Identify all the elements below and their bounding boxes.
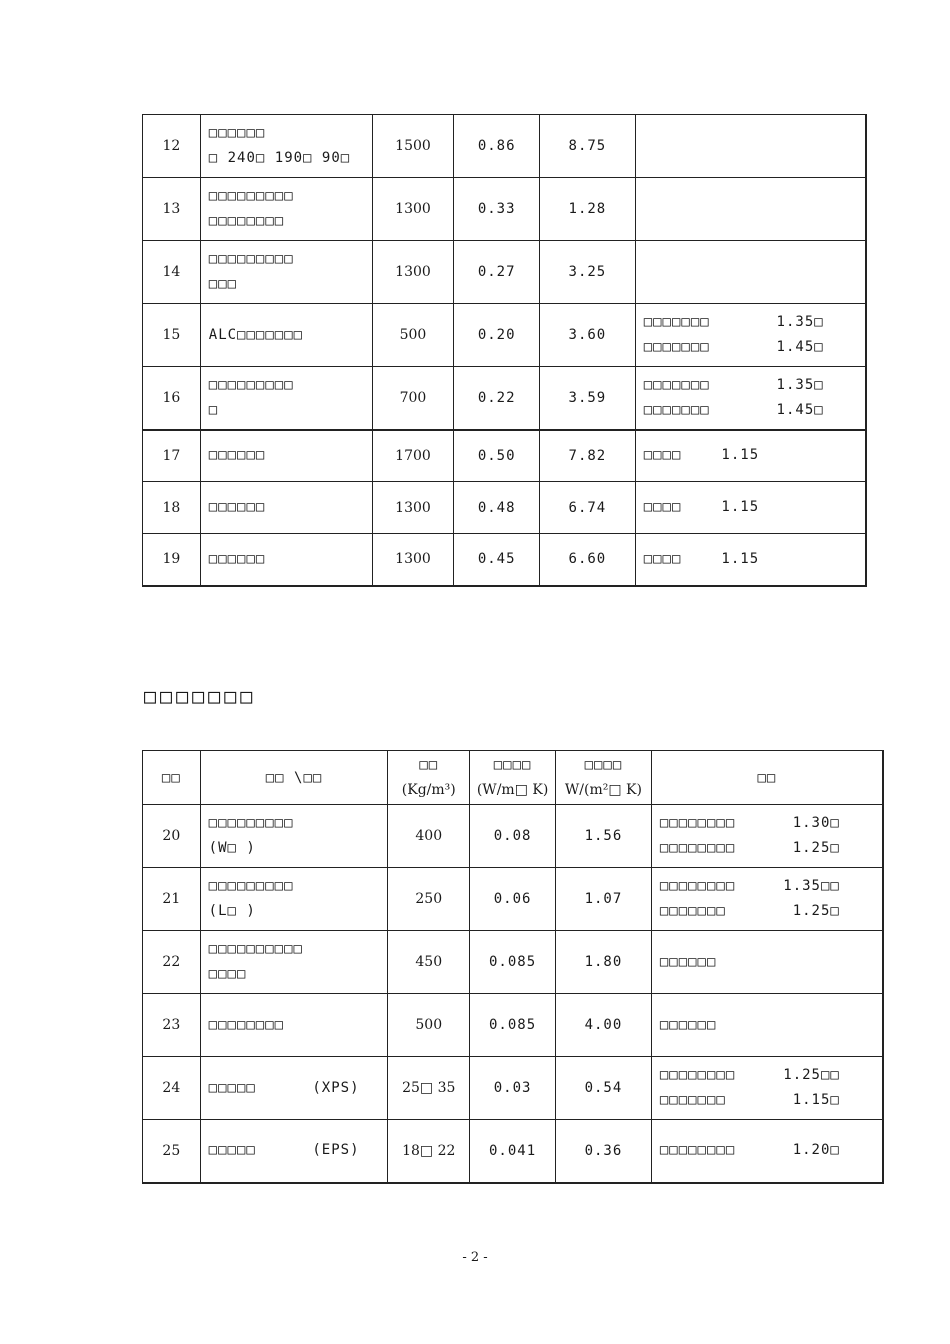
material-name-cell (200, 534, 372, 586)
note-value-1: 1.15 (721, 447, 760, 464)
row-number: 12 (143, 115, 201, 178)
material-name-line-2: (L□ ) (208, 903, 256, 919)
note-label-1: □□□□□□□□ (659, 1067, 736, 1083)
table-header-row (143, 751, 884, 805)
row-number: 24 (143, 1057, 201, 1120)
note-cell (635, 482, 866, 534)
heat-storage-value: 4.00 (556, 994, 652, 1057)
row-number: 15 (143, 304, 201, 367)
table-row (143, 115, 867, 178)
note-value-2: 1.45□ (776, 401, 824, 418)
material-name-line-1: □□□□□□ (208, 447, 266, 464)
header-density (388, 751, 470, 805)
note-line-2 (660, 1088, 840, 1113)
table-row (143, 1120, 884, 1183)
material-name-line-2: □ (208, 401, 219, 418)
material-name-cell (200, 1120, 388, 1183)
note-value-1: 1.35□□ (783, 878, 840, 894)
density-value: 25□ 35 (388, 1057, 470, 1120)
note-line-2 (660, 836, 840, 861)
page-number: - 2 - (462, 1250, 488, 1265)
material-name-line-1: □□□□□□□□□ (208, 251, 294, 267)
heat-storage-value: 7.82 (540, 430, 636, 482)
note-label-1: □□□□□□□□ (659, 815, 736, 831)
row-number: 20 (143, 805, 201, 868)
note-cell (635, 534, 866, 586)
row-number: 14 (143, 241, 201, 304)
note-value-1: 1.30□ (792, 815, 840, 831)
note-cell (635, 430, 866, 482)
material-name-line-2: □ 240□ 190□ 90□ (208, 150, 351, 166)
row-number: 18 (143, 482, 201, 534)
note-value-2: 1.25□ (792, 903, 840, 919)
note-line-1 (644, 373, 824, 398)
material-name-cell (200, 994, 388, 1057)
header-no: □□ (143, 751, 201, 805)
material-name-line-2: □□□□ (208, 966, 247, 982)
header-name: □□ \□□ (200, 751, 388, 805)
table-row (143, 805, 884, 868)
note-label-1: □□□□□□ (659, 1016, 717, 1033)
header-note: □□ (651, 751, 883, 805)
row-number: 21 (143, 868, 201, 931)
material-name-cell (200, 868, 388, 931)
note-cell (651, 868, 883, 931)
material-name-line-1: □□□□□□ (208, 125, 266, 141)
note-value-1: 1.25□□ (783, 1067, 840, 1083)
density-value: 700 (372, 367, 454, 430)
conductivity-value: 0.03 (470, 1057, 556, 1120)
material-name-line-1: □□□□□□□□ (208, 1016, 285, 1033)
header-conductivity-label: □□□□ (493, 756, 532, 773)
note-label-1: □□□□□□□ (643, 314, 710, 330)
note-line-1 (644, 443, 774, 468)
conductivity-value: 0.20 (454, 304, 540, 367)
density-value: 450 (388, 931, 470, 994)
material-name-cell (200, 805, 388, 868)
material-name-cell (200, 367, 372, 430)
note-line-2 (644, 335, 824, 360)
note-value-1: 1.35□ (776, 314, 824, 330)
material-name-line-1: □□□□□ (EPS) (208, 1142, 360, 1159)
heat-storage-value: 0.54 (556, 1057, 652, 1120)
heat-storage-value: 6.60 (540, 534, 636, 586)
note-line-1 (660, 950, 840, 975)
material-name-line-1: □□□□□ (XPS) (208, 1079, 360, 1096)
note-cell (635, 241, 866, 304)
conductivity-value: 0.48 (454, 482, 540, 534)
row-number: 13 (143, 178, 201, 241)
table-row (143, 304, 867, 367)
density-value: 1300 (372, 241, 454, 304)
row-number: 17 (143, 430, 201, 482)
material-name-line-1: □□□□□□□□□□ (208, 941, 303, 957)
density-value: 1500 (372, 115, 454, 178)
note-label-1: □□□□□□□□ (659, 1142, 736, 1159)
material-name-cell (200, 304, 372, 367)
note-label-2: □□□□□□□□ (659, 840, 736, 856)
note-cell (635, 367, 866, 430)
note-label-1: □□□□ (643, 499, 682, 515)
material-name-line-2: □□□□□□□□ (208, 213, 285, 229)
row-number: 16 (143, 367, 201, 430)
note-cell (635, 304, 866, 367)
density-value: 1700 (372, 430, 454, 482)
note-line-1 (660, 811, 840, 836)
note-value-1: 1.15 (721, 550, 760, 567)
material-name-cell (200, 178, 372, 241)
conductivity-value: 0.085 (470, 931, 556, 994)
note-line-2 (660, 899, 840, 924)
material-table-1 (142, 114, 867, 587)
note-cell (651, 1057, 883, 1120)
material-name-cell (200, 482, 372, 534)
heat-storage-value: 1.28 (540, 178, 636, 241)
conductivity-value: 0.86 (454, 115, 540, 178)
note-value-2: 1.15□ (792, 1092, 840, 1108)
conductivity-value: 0.22 (454, 367, 540, 430)
density-value: 500 (372, 304, 454, 367)
heat-storage-value: 3.60 (540, 304, 636, 367)
note-line-1 (644, 495, 774, 520)
density-value: 1300 (372, 534, 454, 586)
material-name-line-1: □□□□□□ (208, 550, 266, 567)
row-number: 19 (143, 534, 201, 586)
note-cell (651, 994, 883, 1057)
density-value: 400 (388, 805, 470, 868)
header-heat-storage (556, 751, 652, 805)
material-name-cell (200, 241, 372, 304)
note-line-1 (660, 1013, 840, 1038)
header-conductivity-unit: (W/m□ K) (476, 781, 549, 798)
material-name-line-1: □□□□□□□□□ (208, 878, 294, 894)
table-row (143, 1057, 884, 1120)
material-name-line-2: □□□ (208, 276, 238, 292)
conductivity-value: 0.45 (454, 534, 540, 586)
note-line-1 (660, 1138, 840, 1163)
note-label-1: □□□□ (643, 550, 682, 567)
material-table-2 (142, 750, 884, 1184)
conductivity-value: 0.085 (470, 994, 556, 1057)
note-line-2 (644, 398, 824, 423)
material-name-line-1: □□□□□□□□□ (208, 188, 294, 204)
material-name-line-2: (W□ ) (208, 840, 256, 856)
note-line-1 (644, 310, 824, 335)
note-line-1 (660, 1063, 840, 1088)
table-row (143, 482, 867, 534)
material-name-line-1: □□□□□□□□□ (208, 376, 294, 393)
note-label-1: □□□□□□□ (643, 376, 710, 393)
table-row (143, 534, 867, 586)
note-cell (635, 178, 866, 241)
row-number: 22 (143, 931, 201, 994)
note-value-1: 1.20□ (792, 1142, 840, 1159)
header-heat-storage-label: □□□□ (584, 756, 623, 773)
note-value-1: 1.15 (721, 499, 760, 515)
material-name-line-1: □□□□□□ (208, 499, 266, 515)
section-title: □□□□□□□ (144, 684, 257, 708)
note-cell (651, 1120, 883, 1183)
conductivity-value: 0.08 (470, 805, 556, 868)
density-value: 500 (388, 994, 470, 1057)
material-name-cell (200, 1057, 388, 1120)
note-value-2: 1.25□ (792, 840, 840, 856)
table-row (143, 931, 884, 994)
note-label-2: □□□□□□□ (643, 339, 710, 355)
heat-storage-value: 1.07 (556, 868, 652, 931)
material-name-cell (200, 931, 388, 994)
note-label-1: □□□□□□ (659, 953, 717, 970)
heat-storage-value: 1.80 (556, 931, 652, 994)
material-name-cell (200, 430, 372, 482)
note-label-2: □□□□□□□ (659, 1092, 726, 1108)
material-name-line-1: ALC□□□□□□□ (208, 326, 304, 343)
conductivity-value: 0.041 (470, 1120, 556, 1183)
heat-storage-value: 8.75 (540, 115, 636, 178)
heat-storage-value: 0.36 (556, 1120, 652, 1183)
note-label-1: □□□□ (643, 447, 682, 464)
conductivity-value: 0.50 (454, 430, 540, 482)
note-label-1: □□□□□□□□ (659, 878, 736, 894)
header-density-label: □□ (419, 756, 439, 773)
density-value: 250 (388, 868, 470, 931)
note-value-1: 1.35□ (776, 376, 824, 393)
density-value: 1300 (372, 482, 454, 534)
table-row (143, 868, 884, 931)
heat-storage-value: 6.74 (540, 482, 636, 534)
table-row (143, 241, 867, 304)
table-row (143, 430, 867, 482)
note-line-1 (660, 874, 840, 899)
conductivity-value: 0.33 (454, 178, 540, 241)
row-number: 25 (143, 1120, 201, 1183)
table-row (143, 367, 867, 430)
material-name-line-1: □□□□□□□□□ (208, 815, 294, 831)
note-cell (651, 931, 883, 994)
table-row (143, 994, 884, 1057)
header-density-unit: (Kg/m³) (401, 781, 456, 798)
note-cell (651, 805, 883, 868)
note-label-2: □□□□□□□ (659, 903, 726, 919)
note-value-2: 1.45□ (776, 339, 824, 355)
heat-storage-value: 1.56 (556, 805, 652, 868)
heat-storage-value: 3.25 (540, 241, 636, 304)
material-name-cell (200, 115, 372, 178)
heat-storage-value: 3.59 (540, 367, 636, 430)
conductivity-value: 0.27 (454, 241, 540, 304)
density-value: 1300 (372, 178, 454, 241)
note-cell (635, 115, 866, 178)
note-line-1 (644, 547, 774, 572)
note-label-2: □□□□□□□ (643, 401, 710, 418)
header-heat-storage-unit: W/(m²□ K) (564, 781, 642, 798)
row-number: 23 (143, 994, 201, 1057)
header-conductivity (470, 751, 556, 805)
density-value: 18□ 22 (388, 1120, 470, 1183)
conductivity-value: 0.06 (470, 868, 556, 931)
table-row (143, 178, 867, 241)
